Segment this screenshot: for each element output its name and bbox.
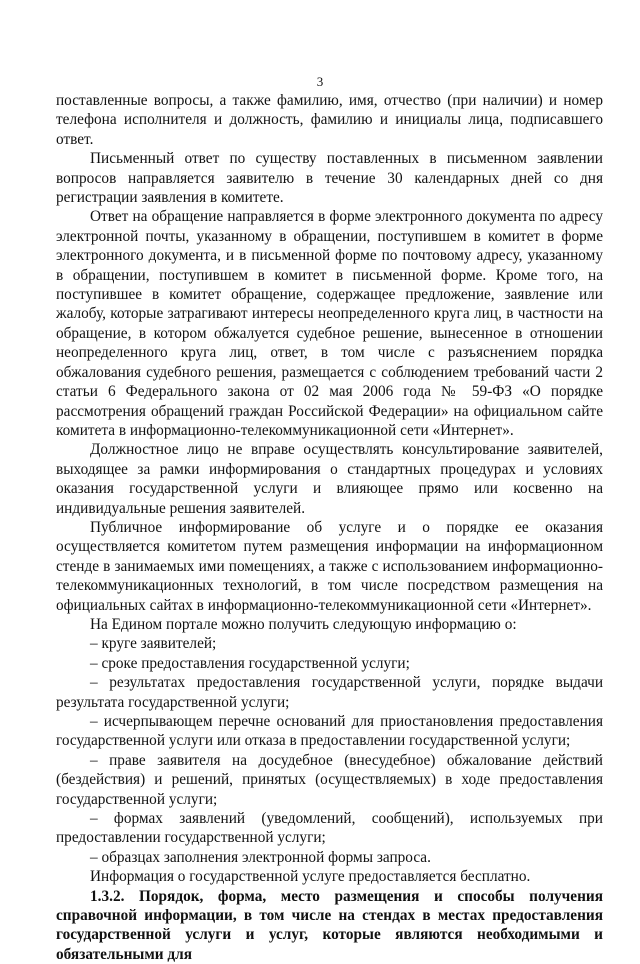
paragraph-continuation: поставленные вопросы, а также фамилию, имя, отчество (при наличии) и номер телефона исполнителя и должность, фамилию и инициалы лица, подписавшего ответ. <box>56 92 603 148</box>
paragraph-answer-form: Ответ на обращение направляется в форме электронного документа по адресу электронной почты, указанному в обращении, поступившем в комитет в форме электронного документа, и в письменной форме по почтовому адресу, указанному в обращении, поступившем в комитет в письменной форме. Кроме того, на поступившее в комитет обращение, содержащее предложение, заявление или жалобу, которые затрагивают интересы неопределенного круга лиц, в частности на обращение, в котором обжалуется судебное решение, вынесенное в отношении неопределенного круга лиц, ответ, в том числе с разъяснением порядка обжалования судебного решения, размещается с соблюдением требований части 2 статьи 6 Федерального закона от 02 мая 2006 года № 59-ФЗ «О порядке рассмотрения обращений граждан Российской Федерации» на официальном сайте комитета в информационно-телекоммуникационной сети «Интернет». <box>56 208 603 439</box>
section-heading-text: Порядок, форма, место размещения и способы получения справочной информации, в том числе на стендах в местах предоставления государственной услуги и услуг, которые являются необходимыми и обязательными для <box>56 887 603 963</box>
list-item: – образцах заполнения электронной формы запроса. <box>90 848 431 866</box>
paragraph-portal-info: На Едином портале можно получить следующую информацию о: <box>90 615 517 633</box>
page-number: 3 <box>316 74 324 89</box>
list-item: – исчерпывающем перечне оснований для приостановления предоставления государственной услуги или отказа в предоставлении государственной услуги; <box>56 713 603 750</box>
paragraph-public-informing: Публичное информирование об услуге и о порядке ее оказания осуществляется комитетом путем размещения информации на информационном стенде в занимаемых ими помещениях, а также с использованием информационно-телекоммуникационных технологий, в том числе посредством размещения на официальных сайтах в информационно-телекоммуникационной сети «Интернет». <box>56 518 603 614</box>
section-number: 1.3.2. <box>90 887 125 905</box>
list-item: – праве заявителя на досудебное (внесудебное) обжалование действий (бездействия) и решений, принятых (осуществляемых) в ходе предоставления государственной услуги; <box>56 751 603 808</box>
paragraph-official-restriction: Должностное лицо не вправе осуществлять консультирование заявителей, выходящее за рамки информирования о стандартных процедурах и условиях оказания государственной услуги и влияющее прямо или косвенно на индивидуальные решения заявителей. <box>56 441 603 517</box>
paragraph-free-of-charge: Информация о государственной услуге предоставляется бесплатно. <box>90 868 531 886</box>
list-item: – результатах предоставления государственной услуги, порядке выдачи результата государственной услуги; <box>56 674 603 711</box>
list-item: – круге заявителей; <box>90 635 217 653</box>
list-item: – сроке предоставления государственной услуги; <box>90 654 410 672</box>
list-item: – формах заявлений (уведомлений, сообщений), используемых при предоставлении государственной услуги; <box>56 810 603 847</box>
section-heading <box>56 887 603 964</box>
paragraph-written-answer: Письменный ответ по существу поставленных в письменном заявлении вопросов направляется заявителю в течение 30 календарных дней со дня регистрации заявления в комитете. <box>56 150 603 207</box>
document-body <box>56 91 603 964</box>
